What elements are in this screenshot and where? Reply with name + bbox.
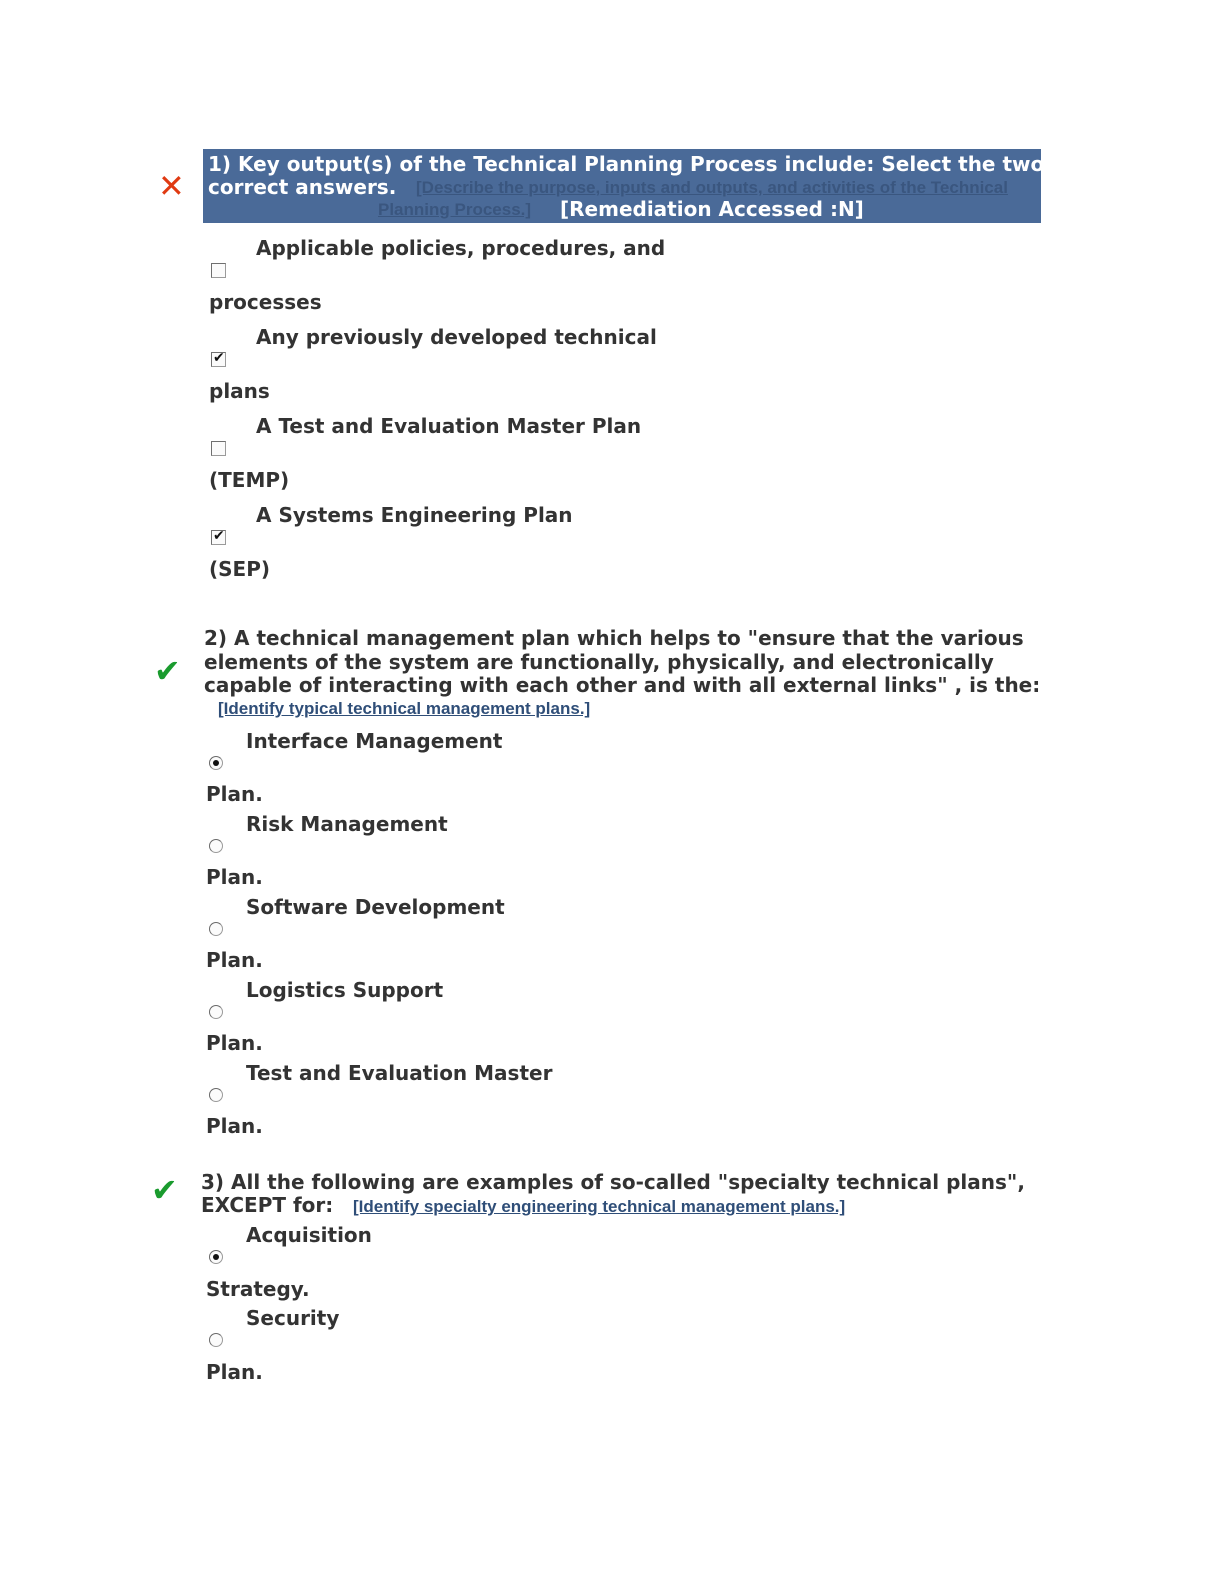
q1-option-2-label-cont: plans [209,379,270,403]
q2-option-3-label-cont: Plan. [206,948,263,972]
q1-option-4-checkbox[interactable] [211,530,226,545]
check-mark-icon: ✔ [154,652,181,690]
checkmark-icon: ✔ [213,528,225,544]
q2-option-5-label: Test and Evaluation Master [246,1061,553,1085]
q1-option-1-checkbox[interactable] [211,263,226,278]
q2-option-5-label-cont: Plan. [206,1114,263,1138]
q3-option-2-radio[interactable] [209,1333,223,1347]
q1-option-3-label: A Test and Evaluation Master Plan [256,414,642,438]
q1-option-1-label: Applicable policies, procedures, and [256,236,666,260]
q1-option-4-label: A Systems Engineering Plan [256,503,573,527]
q3-option-2-label: Security [246,1306,340,1330]
q2-option-1-label-cont: Plan. [206,782,263,806]
q2-option-1-label: Interface Management [246,729,503,753]
q1-question-text-cont: correct answers. [208,175,397,199]
q3-option-1-label-cont: Strategy. [206,1277,310,1301]
q3-question-text-cont: EXCEPT for: [201,1193,334,1217]
q2-option-4-label: Logistics Support [246,978,444,1002]
q1-learning-objective-link-cont[interactable]: Planning Process.] [378,200,532,219]
checkmark-icon: ✔ [213,350,225,366]
q3-question-text: 3) All the following are examples of so-called "specialty technical plans", [201,1170,1025,1194]
q1-option-1-label-cont: processes [209,290,322,314]
q2-learning-objective-link[interactable]: [Identify typical technical management plans.] [218,699,591,718]
x-mark-icon: ✕ [158,167,185,205]
q2-option-2-label-cont: Plan. [206,865,263,889]
q2-question-text-cont2: capable of interacting with each other and with all external links" , is the: [204,673,1041,697]
q1-remediation-status: [Remediation Accessed :N] [560,197,864,221]
q3-option-2-label-cont: Plan. [206,1360,263,1384]
q1-option-2-checkbox[interactable] [211,352,226,367]
q2-question-text-cont: elements of the system are functionally, physically, and electronically [204,650,994,674]
q2-option-3-radio[interactable] [209,922,223,936]
q2-option-2-radio[interactable] [209,839,223,853]
q3-option-1-label: Acquisition [246,1223,372,1247]
q2-option-5-radio[interactable] [209,1088,223,1102]
q1-question-text: 1) Key output(s) of the Technical Planning Process include: Select the two [208,152,1045,176]
q2-option-2-label: Risk Management [246,812,448,836]
check-mark-icon: ✔ [151,1171,178,1209]
q2-option-4-radio[interactable] [209,1005,223,1019]
q1-option-2-label: Any previously developed technical [256,325,657,349]
q1-option-3-label-cont: (TEMP) [209,468,290,492]
q1-option-3-checkbox[interactable] [211,441,226,456]
q1-learning-objective-link[interactable]: [Describe the purpose, inputs and outputs, and activities of the Technical [416,178,1008,197]
q3-learning-objective-link[interactable]: [Identify specialty engineering technical management plans.] [353,1197,846,1216]
q3-option-1-radio[interactable] [209,1250,223,1264]
radio-selected-dot [213,1254,219,1260]
q2-option-1-radio[interactable] [209,756,223,770]
q2-option-3-label: Software Development [246,895,505,919]
q2-question-text: 2) A technical management plan which helps to "ensure that the various [204,626,1024,650]
radio-selected-dot [213,760,219,766]
q2-option-4-label-cont: Plan. [206,1031,263,1055]
q1-option-4-label-cont: (SEP) [209,557,271,581]
